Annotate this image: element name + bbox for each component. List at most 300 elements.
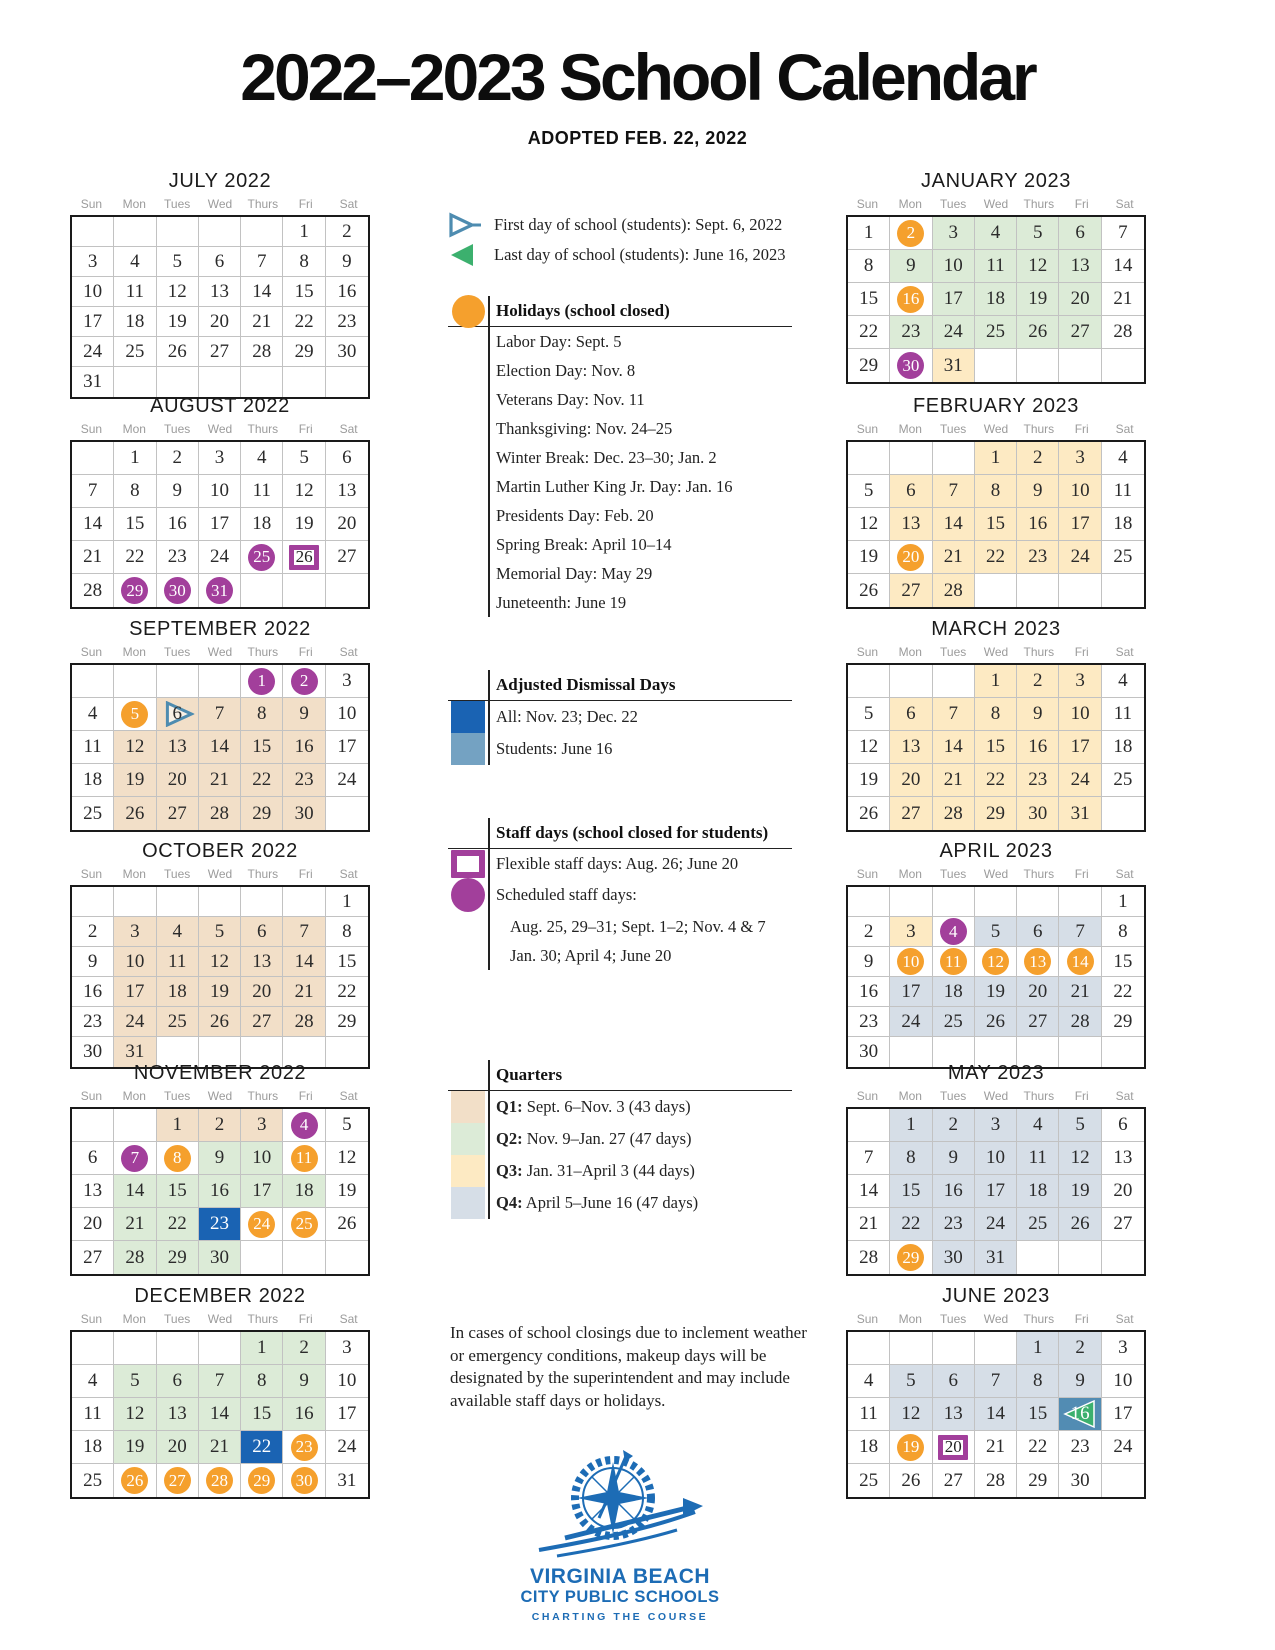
empty-cell — [848, 1109, 890, 1142]
day-number: 20 — [209, 310, 229, 332]
day-number: 22 — [985, 546, 1005, 567]
day-number: 2 — [863, 920, 874, 942]
day-cell — [1102, 1175, 1144, 1208]
empty-cell — [1017, 887, 1059, 917]
day-number: 25 — [83, 1469, 103, 1491]
day-cell — [326, 731, 368, 764]
day-cell — [283, 797, 325, 830]
empty-cell — [1059, 349, 1101, 382]
empty-cell — [114, 887, 156, 917]
day-cell — [157, 574, 199, 607]
inclement-weather-note: In cases of school closings due to inclement weather or emergency conditions, makeup days will be designated by the superintendent and may include available staff days or holidays. — [450, 1323, 807, 1410]
day-cell — [114, 917, 156, 947]
day-number: 20 — [1028, 980, 1048, 1002]
day-number: 9 — [906, 255, 916, 276]
empty-cell — [283, 1241, 325, 1274]
day-cell — [1102, 764, 1144, 797]
day-number: 5 — [130, 1370, 140, 1391]
day-cell — [1059, 947, 1101, 977]
day-cell — [199, 508, 241, 541]
day-number: 19 — [125, 769, 145, 790]
day-cell — [890, 797, 932, 830]
weekday-label: Sat — [339, 422, 358, 436]
day-number: 18 — [985, 288, 1005, 309]
day-cell — [72, 277, 114, 307]
day-cell — [157, 337, 199, 367]
day-cell — [326, 1142, 368, 1175]
day-number: 15 — [985, 513, 1005, 534]
day-number: 1 — [257, 1337, 267, 1358]
day-number: 10 — [252, 1147, 272, 1168]
holiday-item-label: Juneteenth: June 19 — [496, 592, 627, 612]
day-cell — [933, 977, 975, 1007]
day-number: 19 — [859, 769, 879, 790]
day-number: 5 — [863, 480, 874, 501]
quarter-item — [448, 1123, 792, 1155]
day-cell — [1059, 698, 1101, 731]
day-cell — [326, 247, 368, 277]
day-cell — [199, 1175, 241, 1208]
day-cell — [1059, 1208, 1101, 1241]
holiday-day-circle: 27 — [164, 1467, 191, 1494]
day-cell — [241, 1175, 283, 1208]
day-cell — [890, 917, 932, 947]
weekday-label: Sun — [856, 1089, 879, 1103]
day-cell — [241, 731, 283, 764]
weekday-label: Mon — [122, 1089, 146, 1103]
day-number: 21 — [294, 980, 314, 1002]
holiday-circle-icon — [448, 295, 488, 328]
day-number: 20 — [337, 513, 357, 534]
day-cell — [890, 1398, 932, 1431]
day-cell — [241, 337, 283, 367]
day-number: 7 — [87, 480, 98, 501]
weekday-label: Mon — [898, 867, 922, 881]
day-number: 8 — [130, 480, 140, 501]
empty-cell — [890, 1332, 932, 1365]
month-december-2022 — [70, 1285, 370, 1499]
day-number: 9 — [172, 480, 182, 501]
day-cell — [848, 1007, 890, 1037]
day-number: 17 — [252, 1180, 272, 1201]
day-cell — [241, 698, 283, 731]
day-cell — [199, 917, 241, 947]
day-number: 20 — [83, 1213, 103, 1234]
quarter-swatch-q3 — [448, 1155, 488, 1187]
day-cell — [1102, 1007, 1144, 1037]
day-number: 12 — [337, 1147, 357, 1168]
day-cell — [890, 475, 932, 508]
day-number: 5 — [990, 920, 1001, 942]
day-cell — [157, 307, 199, 337]
day-number: 16 — [167, 513, 187, 534]
day-cell — [283, 277, 325, 307]
day-number: 16 — [209, 1180, 229, 1201]
day-number: 10 — [209, 480, 229, 501]
day-cell — [199, 1109, 241, 1142]
day-number: 16 — [83, 980, 103, 1002]
logo-line-3: CHARTING THE COURSE — [531, 1610, 709, 1623]
empty-cell — [1102, 574, 1144, 607]
holiday-day-circle: 16 — [897, 286, 924, 313]
day-cell — [326, 917, 368, 947]
day-number: 23 — [1070, 1436, 1090, 1457]
day-number: 29 — [252, 802, 272, 824]
day-cell — [1102, 1365, 1144, 1398]
day-number: 8 — [1118, 920, 1128, 942]
quarter-label-bold: Q1: — [496, 1097, 523, 1116]
day-cell — [890, 1007, 932, 1037]
day-number: 28 — [859, 1246, 879, 1268]
weekday-header-row — [846, 1089, 1146, 1107]
day-number: 21 — [943, 769, 963, 790]
weekday-label: Fri — [1074, 1312, 1089, 1326]
day-cell — [933, 574, 975, 607]
day-number: 30 — [294, 802, 314, 824]
day-cell — [975, 977, 1017, 1007]
day-cell — [241, 977, 283, 1007]
day-number: 12 — [209, 950, 229, 972]
day-cell — [1102, 887, 1144, 917]
day-cell — [72, 1208, 114, 1241]
day-number: 8 — [1033, 1370, 1043, 1391]
day-number: 5 — [1033, 222, 1043, 243]
weekday-label: Sat — [339, 867, 358, 881]
day-number: 18 — [83, 769, 103, 790]
compass-rose-icon — [535, 1448, 705, 1560]
weekday-label: Thurs — [247, 867, 279, 881]
day-number: 3 — [342, 670, 352, 691]
day-number: 8 — [257, 1370, 267, 1391]
day-number: 9 — [299, 1370, 309, 1391]
month-march-2023 — [846, 618, 1146, 832]
day-number: 21 — [83, 546, 103, 567]
day-number: 26 — [1070, 1213, 1090, 1234]
month-february-2023 — [846, 395, 1146, 609]
day-number: 1 — [906, 1114, 916, 1135]
weekday-label: Fri — [1074, 645, 1089, 659]
day-cell — [890, 977, 932, 1007]
day-number: 27 — [1113, 1213, 1133, 1234]
day-cell — [848, 475, 890, 508]
day-number: 14 — [294, 950, 314, 972]
weekday-label: Thurs — [247, 1089, 279, 1103]
day-number: 5 — [906, 1370, 916, 1391]
empty-cell — [890, 442, 932, 475]
day-number: 14 — [943, 736, 963, 757]
day-cell — [199, 1398, 241, 1431]
day-number: 16 — [294, 1403, 314, 1424]
day-number: 10 — [125, 950, 145, 972]
day-cell — [1059, 1332, 1101, 1365]
day-number: 2 — [87, 920, 98, 942]
day-cell — [890, 1142, 932, 1175]
day-cell — [283, 1365, 325, 1398]
holiday-item-label: Election Day: Nov. 8 — [496, 360, 636, 380]
day-number: 29 — [1028, 1469, 1048, 1491]
day-cell — [72, 947, 114, 977]
day-cell — [199, 1142, 241, 1175]
legend-staff-header — [448, 818, 792, 849]
day-number: 28 — [209, 802, 229, 824]
day-number: 23 — [1028, 546, 1048, 567]
day-cell — [1102, 731, 1144, 764]
day-cell — [1059, 1464, 1101, 1497]
empty-cell — [1102, 1241, 1144, 1274]
day-cell — [933, 316, 975, 349]
day-cell — [157, 797, 199, 830]
quarter-label-bold: Q3: — [496, 1161, 523, 1180]
day-cell — [890, 541, 932, 574]
day-cell — [283, 442, 325, 475]
day-number: 23 — [167, 546, 187, 567]
day-cell — [199, 1241, 241, 1274]
weekday-label: Fri — [298, 867, 313, 881]
month-title: MAY 2023 — [947, 1062, 1045, 1084]
empty-cell — [157, 1332, 199, 1365]
day-cell — [72, 247, 114, 277]
day-number: 15 — [901, 1180, 921, 1201]
day-cell — [933, 1365, 975, 1398]
weekday-label: Wed — [207, 867, 233, 881]
weekday-label: Sun — [80, 645, 103, 659]
weekday-label: Wed — [207, 1089, 233, 1103]
day-number: 30 — [943, 1246, 963, 1268]
day-number: 26 — [985, 1010, 1005, 1032]
day-cell — [199, 947, 241, 977]
day-number: 25 — [1028, 1213, 1048, 1234]
day-cell — [975, 1208, 1017, 1241]
q3-color-square-icon — [451, 1155, 485, 1187]
day-number: 18 — [1113, 736, 1133, 757]
district-logo — [505, 1448, 735, 1623]
holiday-day-circle: 2 — [897, 220, 924, 247]
day-number: 30 — [1028, 802, 1048, 824]
day-cell — [848, 1365, 890, 1398]
day-cell — [114, 475, 156, 508]
holiday-day-circle: 11 — [940, 948, 967, 975]
day-number: 6 — [342, 447, 352, 468]
day-number: 18 — [1028, 1180, 1048, 1201]
day-cell — [975, 917, 1017, 947]
empty-cell — [114, 665, 156, 698]
weekday-header-row — [70, 1089, 370, 1107]
day-cell — [1102, 1431, 1144, 1464]
day-cell — [241, 1332, 283, 1365]
scheduled-staff-dates-line — [448, 941, 792, 970]
day-number: 12 — [167, 280, 187, 302]
day-cell — [199, 764, 241, 797]
day-cell — [283, 307, 325, 337]
day-number: 4 — [130, 250, 140, 272]
day-number: 7 — [948, 480, 958, 501]
day-number: 9 — [1033, 480, 1043, 501]
day-number: 22 — [1113, 980, 1133, 1002]
quarter-label-bold: Q4: — [496, 1193, 523, 1212]
day-cell — [283, 217, 325, 247]
day-number: 4 — [87, 703, 98, 724]
day-cell — [114, 797, 156, 830]
weekday-label: Sat — [1115, 1312, 1134, 1326]
day-cell — [848, 316, 890, 349]
empty-cell — [933, 665, 975, 698]
dismissal-swatch-all — [448, 701, 488, 733]
day-number: 15 — [1028, 1403, 1048, 1424]
day-cell — [1102, 917, 1144, 947]
day-cell — [241, 1365, 283, 1398]
day-cell — [157, 442, 199, 475]
day-number: 8 — [990, 480, 1001, 501]
day-cell — [199, 977, 241, 1007]
day-cell — [241, 508, 283, 541]
day-cell — [1102, 698, 1144, 731]
day-cell — [114, 1431, 156, 1464]
day-cell — [975, 1398, 1017, 1431]
day-cell — [283, 475, 325, 508]
day-cell — [157, 1365, 199, 1398]
day-cell — [199, 574, 241, 607]
day-cell — [890, 1208, 932, 1241]
weekday-label: Mon — [122, 422, 146, 436]
legend-quarters-section — [448, 1060, 792, 1219]
empty-cell — [1102, 349, 1144, 382]
day-number: 24 — [1113, 1436, 1133, 1457]
day-number: 29 — [985, 802, 1005, 824]
day-number: 11 — [83, 1403, 102, 1424]
day-number: 6 — [906, 703, 916, 724]
empty-cell — [283, 574, 325, 607]
day-cell — [1102, 541, 1144, 574]
month-title: AUGUST 2022 — [150, 395, 290, 417]
weekday-label: Sun — [856, 645, 879, 659]
day-number: 23 — [943, 1213, 963, 1234]
day-cell — [1017, 1109, 1059, 1142]
day-cell — [199, 1464, 241, 1497]
day-cell — [1017, 442, 1059, 475]
day-cell — [890, 731, 932, 764]
legend-staff-section — [448, 818, 792, 970]
day-cell — [72, 1241, 114, 1274]
day-number: 9 — [214, 1147, 225, 1168]
day-number: 7 — [257, 250, 267, 272]
day-number: 9 — [87, 950, 98, 972]
q2-color-square-icon — [451, 1123, 485, 1155]
day-cell — [933, 250, 975, 283]
day-number: 16 — [1028, 736, 1048, 757]
weekday-label: Mon — [898, 1089, 922, 1103]
day-cell — [72, 698, 114, 731]
day-number: 3 — [214, 447, 225, 468]
day-cell — [283, 337, 325, 367]
day-number: 15 — [252, 1403, 272, 1424]
weekday-label: Sat — [339, 197, 358, 211]
legend-holidays-header — [448, 296, 792, 327]
day-number: 27 — [943, 1469, 963, 1491]
day-number: 9 — [299, 703, 309, 724]
empty-cell — [1102, 797, 1144, 830]
empty-cell — [933, 1332, 975, 1365]
day-number: 26 — [125, 802, 145, 824]
day-number: 24 — [901, 1010, 921, 1032]
day-number: 30 — [83, 1041, 103, 1062]
day-cell — [241, 277, 283, 307]
day-number: 1 — [342, 890, 352, 912]
staff-day-circle: 30 — [897, 352, 924, 379]
day-cell — [1017, 1431, 1059, 1464]
day-number: 26 — [209, 1010, 229, 1032]
day-number: 24 — [125, 1010, 145, 1032]
day-cell — [157, 1208, 199, 1241]
empty-cell — [283, 367, 325, 397]
day-number: 9 — [342, 250, 352, 272]
day-number: 21 — [859, 1213, 879, 1234]
day-cell — [1059, 977, 1101, 1007]
day-cell — [933, 698, 975, 731]
day-cell — [848, 574, 890, 607]
empty-cell — [848, 1332, 890, 1365]
day-number: 7 — [214, 703, 225, 724]
day-cell — [1102, 1398, 1144, 1431]
q4-color-square-icon — [451, 1187, 485, 1219]
day-number: 29 — [294, 340, 314, 362]
day-cell — [890, 1431, 932, 1464]
day-cell — [114, 1398, 156, 1431]
day-cell — [933, 797, 975, 830]
day-number: 8 — [863, 255, 874, 276]
empty-cell — [848, 887, 890, 917]
day-cell — [848, 731, 890, 764]
day-number: 31 — [943, 354, 963, 376]
day-number: 29 — [337, 1010, 357, 1032]
day-cell — [1059, 541, 1101, 574]
logo-line-1: VIRGINIA BEACH — [529, 1565, 711, 1588]
day-cell — [283, 1332, 325, 1365]
weekday-label: Sat — [339, 1089, 358, 1103]
quarter-swatch-q4 — [448, 1187, 488, 1219]
staff-day-circle: 4 — [291, 1112, 318, 1139]
day-cell — [1059, 1142, 1101, 1175]
day-number: 14 — [985, 1403, 1005, 1424]
day-cell — [975, 1142, 1017, 1175]
day-number: 29 — [167, 1246, 187, 1268]
empty-cell — [114, 1332, 156, 1365]
holiday-item — [448, 356, 792, 385]
day-number: 8 — [906, 1147, 916, 1168]
flexible-staff-day-square: 26 — [289, 545, 319, 570]
month-grid — [846, 440, 1146, 609]
day-cell — [1102, 316, 1144, 349]
day-cell — [326, 1109, 368, 1142]
staff-day-circle: 30 — [164, 577, 191, 604]
day-number: 2 — [1075, 1337, 1085, 1358]
day-cell — [199, 797, 241, 830]
day-cell — [157, 1007, 199, 1037]
day-number: 12 — [859, 736, 879, 757]
day-cell — [933, 1175, 975, 1208]
day-number: 11 — [125, 280, 145, 302]
day-cell — [1017, 797, 1059, 830]
quarter-item-label: Q2: Nov. 9–Jan. 27 (47 days) — [496, 1129, 692, 1148]
day-cell — [933, 1241, 975, 1274]
day-cell — [1017, 977, 1059, 1007]
dismissal-list — [448, 701, 792, 765]
day-number: 16 — [1070, 1403, 1090, 1424]
adjusted-dismissal-day-cell — [241, 1431, 283, 1464]
day-number: 3 — [87, 250, 98, 272]
weekday-label: Sun — [856, 197, 879, 211]
day-cell — [1017, 1007, 1059, 1037]
day-cell — [157, 541, 199, 574]
